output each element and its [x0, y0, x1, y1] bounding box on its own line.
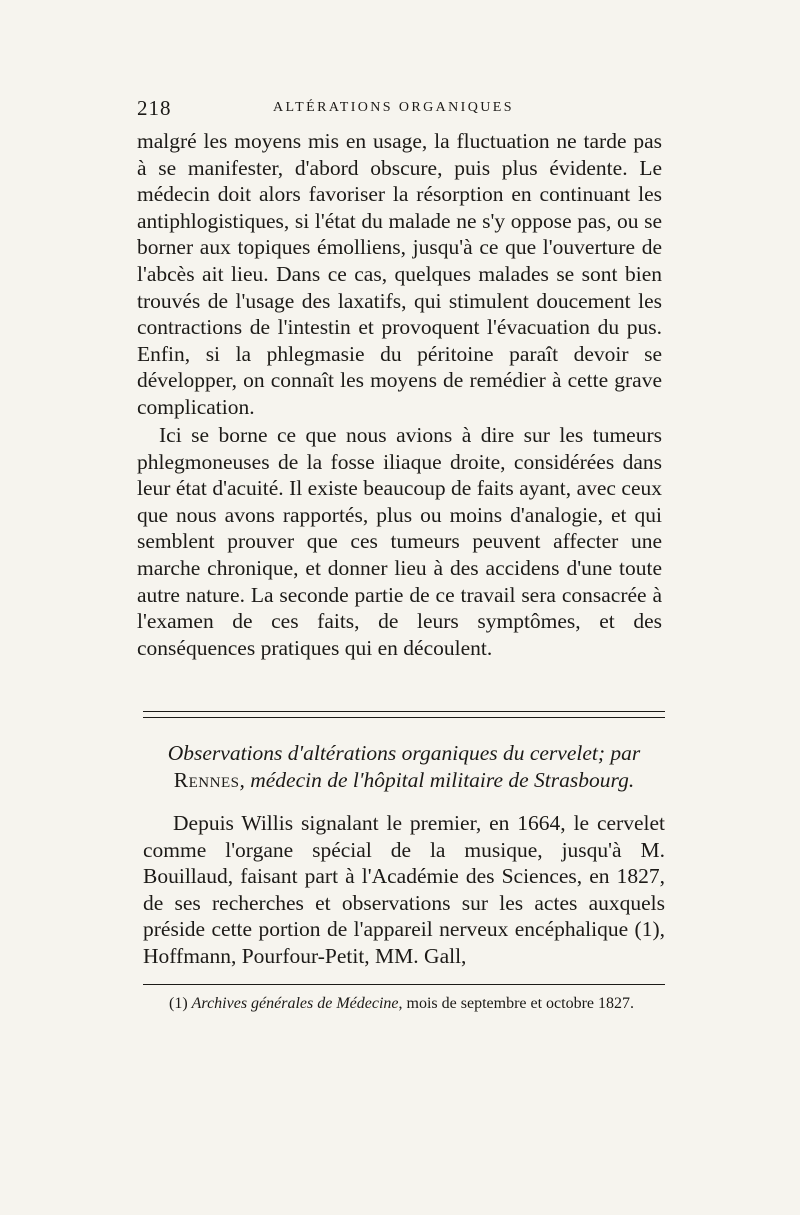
- footnote: [137, 993, 665, 1014]
- page-header: [137, 96, 662, 120]
- article-title-part2: , médecin de l'hôpital militaire de Strasbourg.: [239, 768, 635, 792]
- footnote-text: , mois de septembre et octobre 1827.: [398, 995, 635, 1012]
- article-author: Rennes: [173, 768, 240, 792]
- page-number: 218: [137, 96, 172, 120]
- article-first-paragraph: Depuis Willis signalant le premier, en 1664, le cervelet comme l'organe spécial de la musique, jusqu'à M. Bouillaud, faisant part à l'Académie des Sciences, en 1827, de ses recherches et observations sur les actes auxquels préside cette portion de l'appareil nerveux encéphalique (1), Hoffmann, Pourfour-Petit, MM. Gall,: [143, 811, 665, 968]
- footnote-source: Archives générales de Médecine: [191, 995, 399, 1012]
- section-divider-thin: [143, 717, 665, 718]
- footnote-marker: (1): [169, 995, 188, 1012]
- article-title: [143, 740, 665, 794]
- section-divider-thick: [143, 711, 665, 712]
- running-head: ALTÉRATIONS ORGANIQUES: [273, 100, 514, 115]
- footnote-divider: [143, 984, 665, 985]
- article-title-part1: Observations d'altérations organiques du cervelet; par: [167, 741, 641, 765]
- paragraph-continuation: malgré les moyens mis en usage, la fluctuation ne tarde pas à se manifester, d'abord obscure, puis plus évidente. Le médecin doit alors favoriser la résorption en continuant les antiphlogistiques, si l'état du malade ne s'y oppose pas, ou se borner aux topiques émolliens, jusqu'à ce que l'ouverture de l'abcès ait lieu. Dans ce cas, quelques malades se sont bien trouvés de l'usage des laxatifs, qui stimulent doucement les contractions de l'intestin et provoquent l'évacuation du pus. Enfin, si la phlegmasie du péritoine paraît devoir se développer, on connaît les moyens de remédier à cette grave complication.: [137, 129, 662, 419]
- paragraph-conclusion: Ici se borne ce que nous avions à dire sur les tumeurs phlegmoneuses de la fosse iliaque droite, considérées dans leur état d'acuité. Il existe beaucoup de faits ayant, avec ceux que nous avons rapportés, plus ou moins d'analogie, et qui semblent prouver que ces tumeurs peuvent affecter une marche chronique, et donner lieu à des accidens d'une toute autre nature. La seconde partie de ce travail sera consacrée à l'examen de ces faits, de leurs symptômes, et des conséquences pratiques qui en découlent.: [137, 423, 662, 660]
